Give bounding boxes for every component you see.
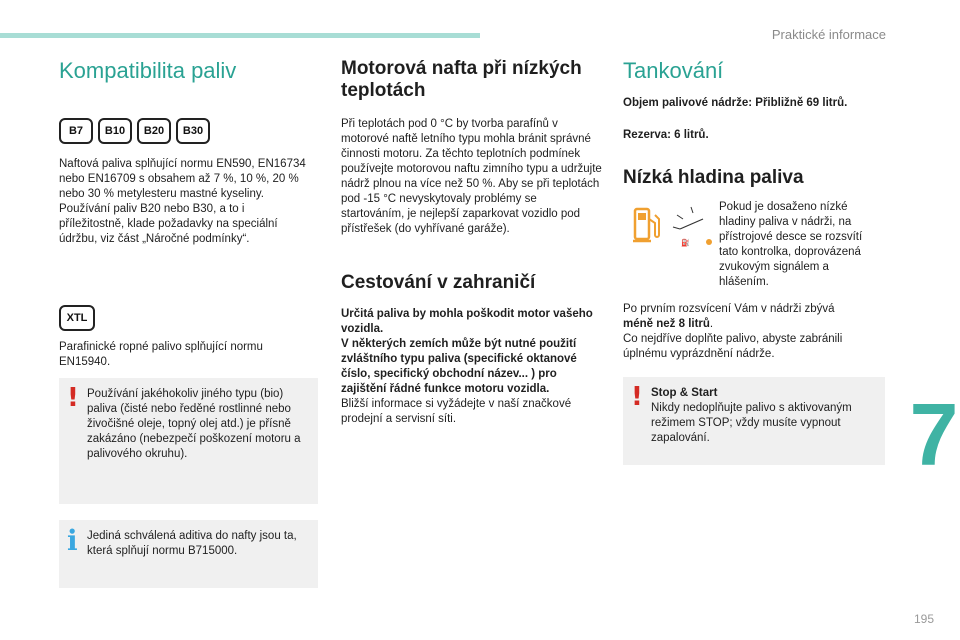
info-box: [59, 520, 318, 588]
xtl-text: Parafinické ropné palivo splňující normu EN15940.: [59, 341, 263, 368]
tank-capacity: Objem palivové nádrže: Přibližně 69 litrů.: [623, 97, 848, 109]
gauge-icon: [673, 207, 712, 247]
compatibility-text: Naftová paliva splňující normu EN590, EN16734 nebo EN16709 s obsahem až 7 %, 10 %, 20 % nebo 30 % metylesteru mastné kyseliny. Používání paliv B20 nebo B30, a to i příležitostně, klade požadavky na speciální údržbu, viz část „Náročné podmínky“.: [59, 158, 306, 245]
low-fuel-advice: Co nejdříve doplňte palivo, abyste zabránili úplnému vyprázdnění nádrže.: [623, 333, 843, 360]
warning-box: [59, 378, 318, 504]
travel-title: Cestování v zahraničí: [341, 272, 536, 293]
section-title: Praktické informace: [771, 27, 886, 42]
diesel-text: Při teplotách pod 0 °C by tvorba parafínů v motorové naftě letního typu mohla bránit správné činnosti motoru. Za těchto teplotních podmínek používejte motorovou naftu zimního typu a udržujte nádrž plnou na více než 50 %. Aby se při teplotách pod -15 °C nevyskytovaly problémy se startováním, je nejlepší zaparkovat vozidlo pod přístřešek (do vyhřívané garáže).: [341, 118, 602, 235]
fuel-warning-illustration: [633, 205, 721, 249]
badge-b30: B30: [176, 118, 210, 144]
low-fuel-title: Nízká hladina paliva: [623, 167, 804, 188]
refuel-title: Tankování: [623, 58, 724, 83]
badge-b20: B20: [137, 118, 171, 144]
travel-warning: Určitá paliva by mohla poškodit motor vašeho vozidla.: [341, 308, 593, 335]
travel-text: Bližší informace si vyžádejte v naší značkové prodejní a servisní síti.: [341, 398, 572, 425]
diesel-title: Motorová nafta při nízkých teplotách: [341, 58, 582, 101]
warning-exclamation-icon: !: [67, 383, 79, 413]
low-fuel-remaining: méně než 8 litrů: [623, 318, 710, 330]
header-bar: [0, 33, 480, 38]
stop-start-text: Nikdy nedoplňujte palivo s aktivovaným režimem STOP; vždy musíte vypnout zapalování.: [651, 402, 852, 444]
info-text: Jediná schválená aditiva do nafty jsou ta, která splňují normu B715000.: [87, 530, 297, 557]
tank-reserve: Rezerva: 6 litrů.: [623, 129, 709, 141]
warning-exclamation-icon: !: [631, 382, 643, 412]
page-number: 195: [913, 612, 934, 626]
badge-b7: B7: [59, 118, 93, 144]
badge-b10: B10: [98, 118, 132, 144]
low-fuel-after: Po prvním rozsvícení Vám v nádrži zbývá méně než 8 litrů. Co nejdříve doplňte palivo, abyste zabránili úplnému vyprázdnění nádrže.: [623, 303, 843, 360]
stop-start-box: [623, 377, 885, 465]
fuel-pump-icon: [633, 205, 721, 249]
badge-xtl: XTL: [59, 305, 95, 331]
travel-note: V některých zemích může být nutné použití zvláštního typu paliva (specifické oktanové číslo, specifický obchodní název... ) pro zajištění řádné funkce motoru vozidla.: [341, 338, 577, 395]
info-icon: i: [67, 524, 78, 557]
warning-text: Používání jakéhokoliv jiného typu (bio) paliva (čisté nebo ředěné rostlinné nebo živočišné oleje, topný olej atd.) je přísně zakázáno (nebezpečí poškození motoru a palivového okruhu).: [87, 388, 301, 460]
chapter-tab: 7: [909, 385, 959, 484]
svg-text:⛽: ⛽: [681, 239, 690, 247]
low-fuel-text: Pokud je dosaženo nízké hladiny paliva v nádrži, na přístrojové desce se rozsvítí tato kontrolka, doprovázená zvukovým signálem a hlášením.: [719, 201, 863, 288]
low-fuel-after-text: Po prvním rozsvícení Vám v nádrži zbývá: [623, 303, 835, 315]
compatibility-title: Kompatibilita paliv: [59, 58, 237, 83]
stop-start-title: Stop & Start: [651, 387, 718, 399]
fuel-badges: [59, 118, 210, 144]
